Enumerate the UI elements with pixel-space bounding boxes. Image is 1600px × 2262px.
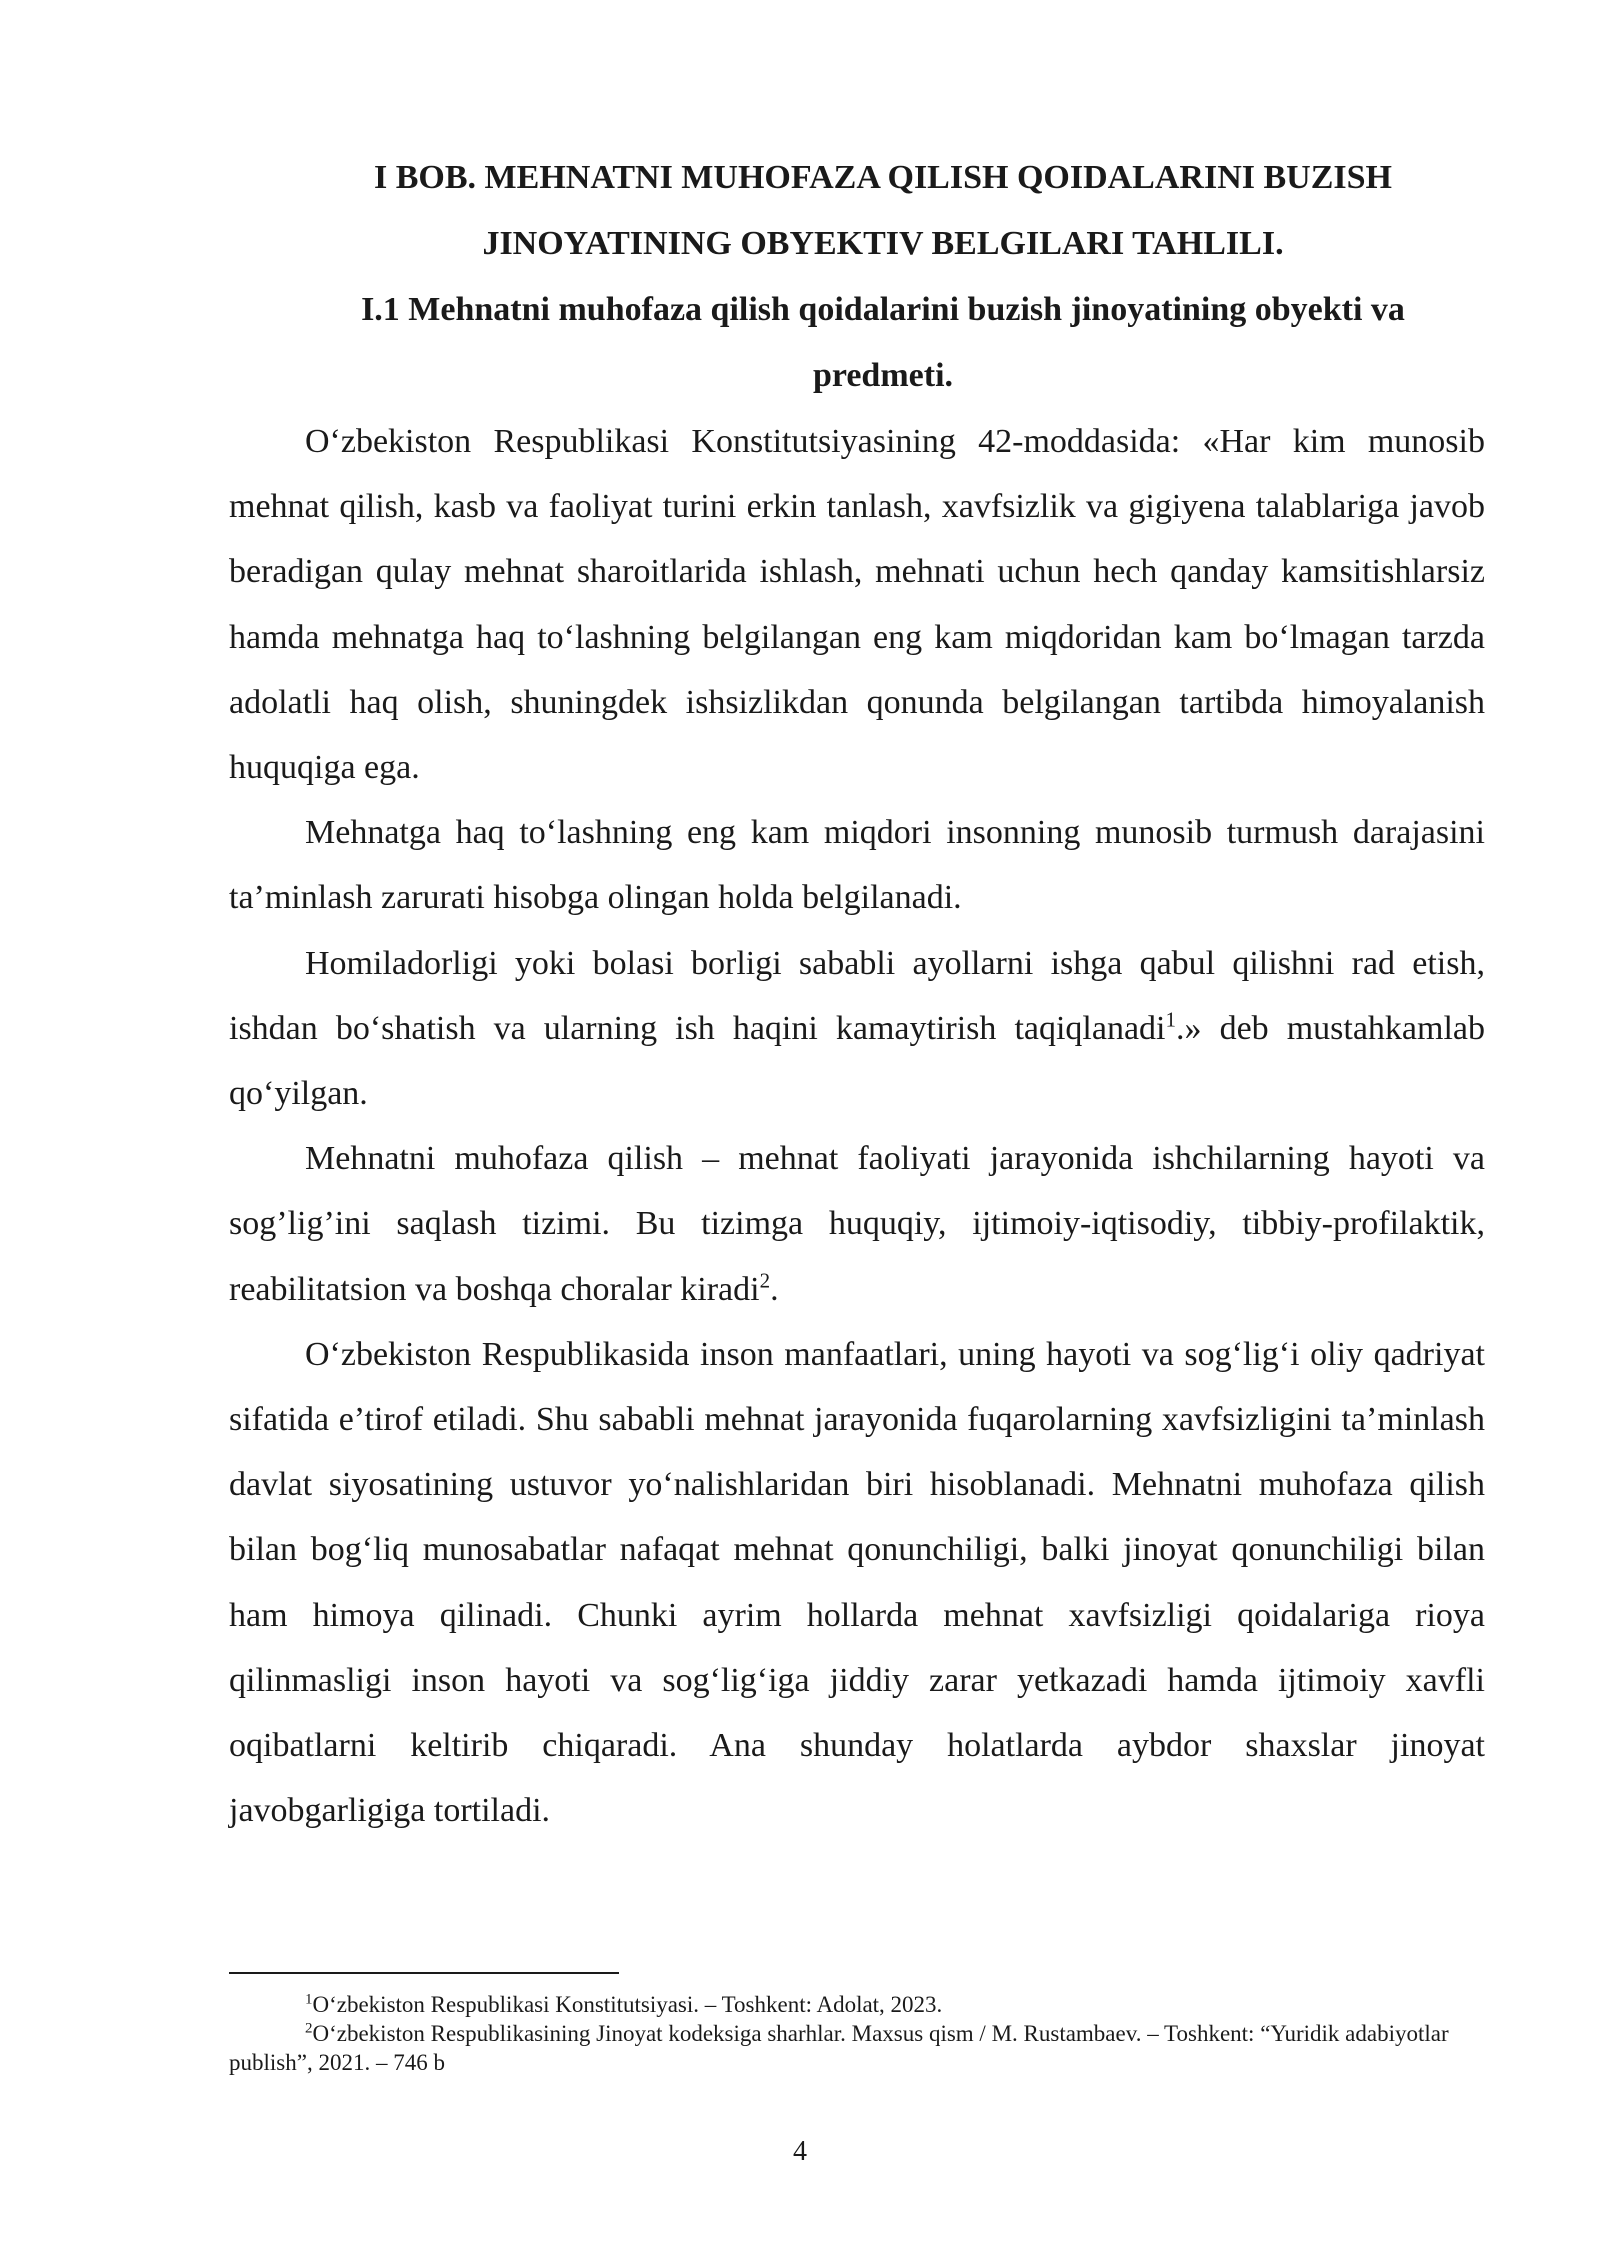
paragraph-criminal-liability: O‘zbekiston Respublikasida inson manfaatlari, uning hayoti va sog‘lig‘i oliy qadriyat sifatida e’tirof etiladi. Shu sababli mehnat jarayonida fuqarolarning xavfsizligini ta’minlash davlat siyosatining ustuvor yo‘nalishlaridan biri hisoblanadi. Mehnatni muhofaza qilish bilan bog‘liq munosabatlar nafaqat mehnat qonunchiligi, balki jinoyat qonunchiligi bilan ham himoya qilinadi. Chunki ayrim hollarda mehnat xavfsizligi qoidalariga rioya qilinmasligi inson hayoti va sog‘lig‘iga jiddiy zarar yetkazadi hamda ijtimoiy xavfli oqibatlarni keltirib chiqaradi. Ana shunday holatlarda aybdor shaxslar jinoyat javobgarligiga tortiladi. [229, 1335, 1485, 1830]
footnote-text: O‘zbekiston Respublikasi Konstitutsiyasi. – Toshkent: Adolat, 2023. [312, 1992, 943, 2017]
paragraph-minimum-wage: Mehnatga haq to‘lashning eng kam miqdori insonning munosib turmush darajasini ta’minlash zarurati hisobga olingan holda belgilanadi. [229, 814, 1485, 917]
footnotes [229, 1990, 1485, 2077]
footnote-text: O‘zbekiston Respublikasining Jinoyat kodeksiga sharhlar. Maxsus qism / M. Rustambaev. – Toshkent: “Yuridik adabiyotlar publish”, 2021. – 746 b [229, 2021, 1449, 2075]
chapter-title-line-2: JINOYATINING OBYEKTIV BELGILARI TAHLILI. [482, 225, 1284, 262]
section-title [229, 277, 1485, 409]
page-number: 4 [793, 2136, 807, 2167]
section-title-line-1: I.1 Mehnatni muhofaza qilish qoidalarini buzish jinoyatining obyekti va [361, 291, 1405, 328]
footnote-reference-1[interactable]: 1 [1165, 1007, 1177, 1032]
paragraph-pregnancy-protection [229, 931, 1485, 1127]
chapter-title-line-1: I BOB. MEHNATNI MUHOFAZA QILISH QOIDALARINI BUZISH [374, 159, 1392, 196]
section-title-line-2: predmeti. [812, 357, 954, 394]
paragraph-labor-protection-definition [229, 1126, 1485, 1322]
footnote-2 [229, 2019, 1485, 2077]
chapter-title [229, 145, 1485, 277]
paragraph-text: . [770, 1270, 779, 1308]
footnote-mark: 2 [305, 2020, 313, 2037]
footnote-mark: 1 [305, 1991, 313, 2008]
footnote-reference-2[interactable]: 2 [759, 1268, 771, 1293]
footnote-separator [229, 1972, 619, 1974]
footnote-1 [229, 1990, 1485, 2019]
paragraph-text: .» deb mustahkamlab qo‘yilgan. [229, 1009, 1485, 1113]
page-body [229, 145, 1485, 1843]
paragraph-constitution-article: O‘zbekiston Respublikasi Konstitutsiyasining 42-moddasida: «Har kim munosib mehnat qilish, kasb va faoliyat turini erkin tanlash, xavfsizlik va gigiyena talablariga javob beradigan qulay mehnat sharoitlarida ishlash, mehnati uchun hech qanday kamsitishlarsiz hamda mehnatga haq to‘lashning belgilangan eng kam miqdoridan kam bo‘lmagan tarzda adolatli haq olish, shuningdek ishsizlikdan qonunda belgilangan tartibda himoyalanish huquqiga ega. [229, 423, 1485, 787]
paragraph-text: Homiladorligi yoki bolasi borligi sababli ayollarni ishga qabul qilishni rad etish, ishdan bo‘shatish va ularning ish haqini kamaytirish taqiqlanadi [229, 944, 1485, 1047]
paragraph-text: Mehnatni muhofaza qilish – mehnat faoliyati jarayonida ishchilarning hayoti va sog’lig’ini saqlash tizimi. Bu tizimga huquqiy, ijtimoiy-iqtisodiy, tibbiy-profilaktik, reabilitatsion va boshqa choralar kiradi [229, 1140, 1485, 1308]
